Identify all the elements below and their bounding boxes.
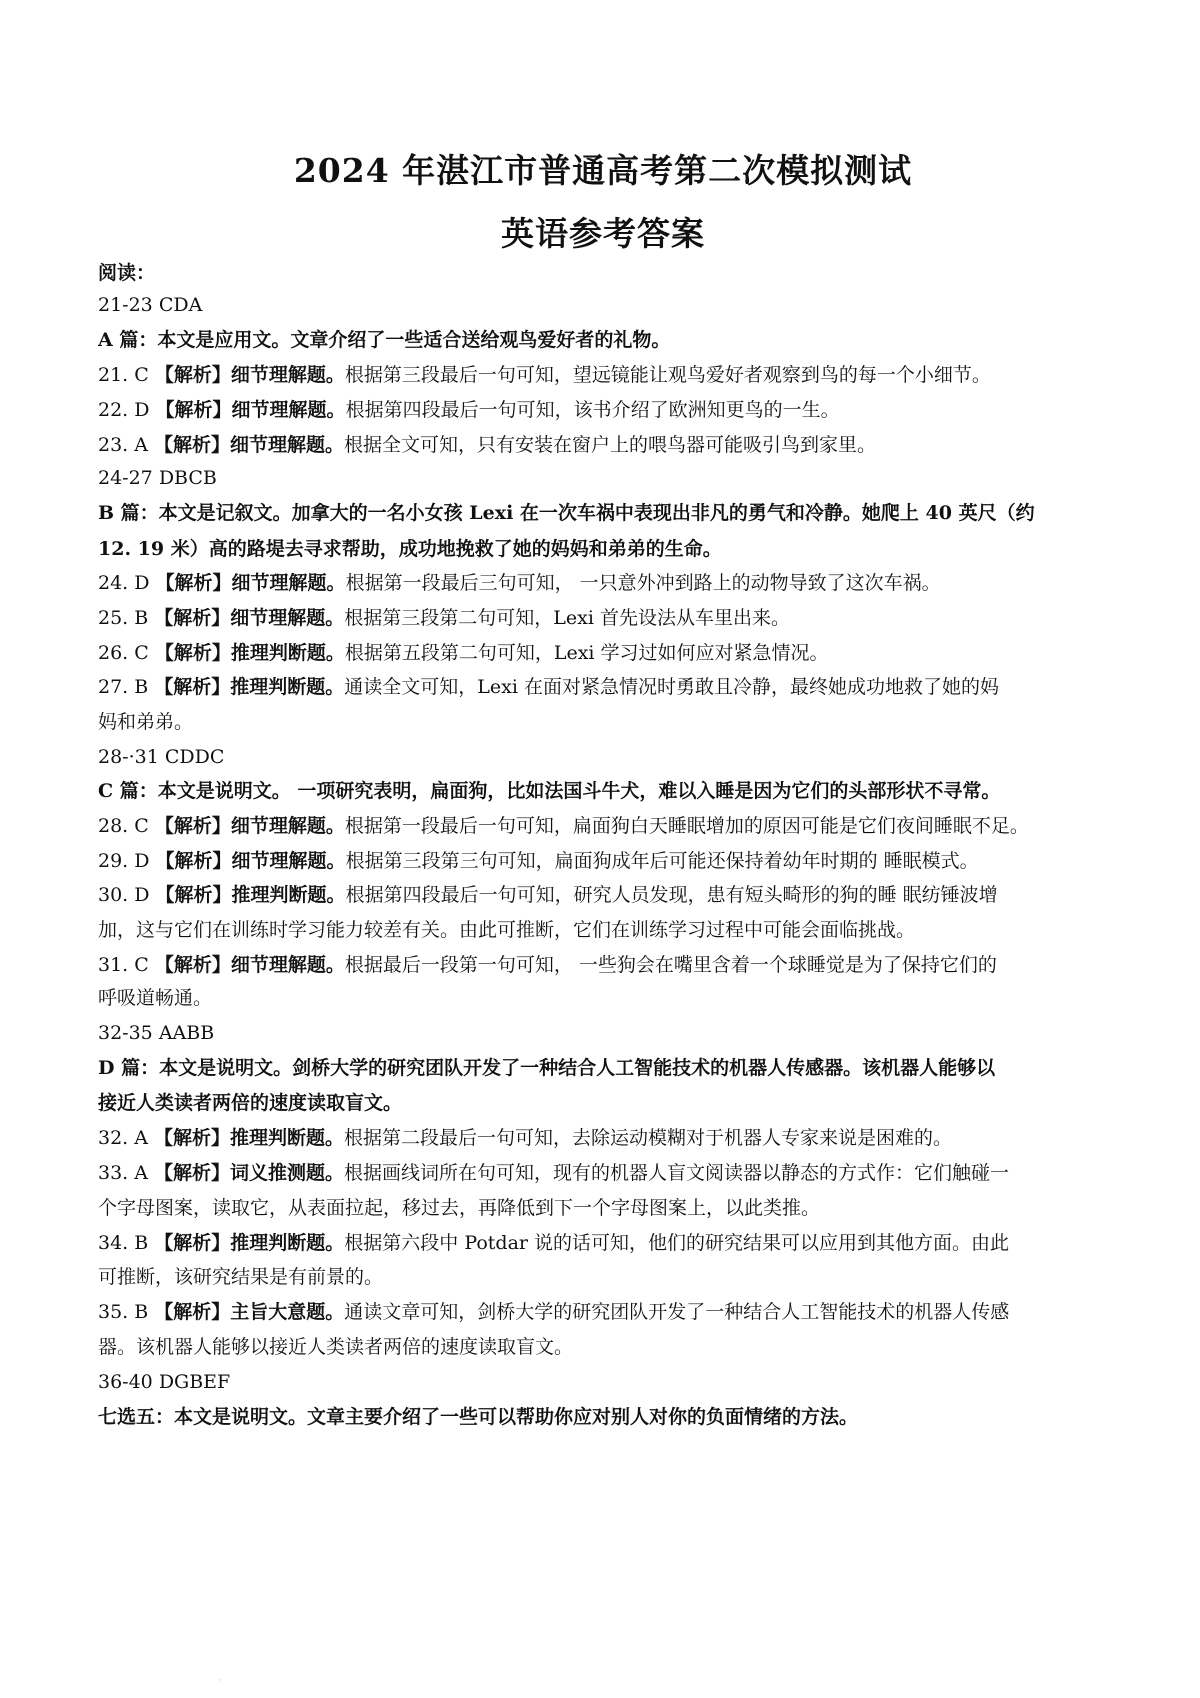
answer-line <box>98 397 1108 423</box>
answer-line <box>98 848 1108 874</box>
question-number: 34. B <box>98 1232 149 1254</box>
analysis-text: 根据第四段最后一句可知，该书介绍了欧洲知更鸟的一生。 <box>345 399 840 421</box>
passage-summary-line: C 篇：本文是说明文。 一项研究表明，扁面狗，比如法国斗牛犬，难以入睡是因为它们的头部形状不寻常。 <box>98 780 1001 802</box>
text-line: 28-·31 CDDC <box>98 746 225 768</box>
analysis-tag: 【解析】细节理解题。 <box>154 434 345 456</box>
answer-line <box>98 952 1108 978</box>
question-number: 23. A <box>98 434 148 456</box>
question-number: 28. C <box>98 815 149 837</box>
analysis-tag: 【解析】词义推测题。 <box>154 1162 345 1184</box>
answer-line <box>98 882 1108 908</box>
analysis-text: 根据第一段最后一句可知，扁面狗白天睡眠增加的原因可能是它们夜间睡眠不足。 <box>344 815 1029 837</box>
analysis-tag: 【解析】细节理解题。 <box>154 815 345 837</box>
question-number: 35. B <box>98 1301 149 1323</box>
text-line: 加，这与它们在训练时学习能力较差有关。由此可推断，它们在训练学习过程中可能会面临挑战。 <box>98 919 916 941</box>
answer-line <box>98 362 1108 388</box>
analysis-text: 通读全文可知，Lexi 在面对紧急情况时勇敢且冷静，最终她成功地救了她的妈 <box>344 676 999 698</box>
question-number: 26. C <box>98 642 149 664</box>
text-line: 妈和弟弟。 <box>98 711 194 733</box>
analysis-tag: 【解析】推理判断题。 <box>154 676 345 698</box>
analysis-tag: 【解析】细节理解题。 <box>154 364 345 386</box>
analysis-text: 根据最后一段第一句可知， 一些狗会在嘴里含着一个球睡觉是为了保持它们的 <box>344 954 997 976</box>
analysis-tag: 【解析】细节理解题。 <box>154 607 345 629</box>
analysis-tag: 【解析】推理判断题。 <box>154 642 345 664</box>
analysis-tag: 【解析】细节理解题。 <box>154 954 345 976</box>
analysis-text: 根据第三段第二句可知，Lexi 首先设法从车里出来。 <box>344 607 790 629</box>
passage-summary-line: B 篇：本文是记叙文。加拿大的一名小女孩 Lexi 在一次车祸中表现出非凡的勇气和冷静。她爬上 40 英尺（约 <box>98 502 1035 524</box>
analysis-text: 根据第二段最后一句可知，去除运动模糊对于机器人专家来说是困难的。 <box>344 1127 953 1149</box>
passage-summary-line: 12. 19 米）高的路堤去寻求帮助，成功地挽救了她的妈妈和弟弟的生命。 <box>98 538 722 560</box>
question-number: 24. D <box>98 572 150 594</box>
passage-summary-line: D 篇：本文是说明文。剑桥大学的研究团队开发了一种结合人工智能技术的机器人传感器。该机器人能够以 <box>98 1057 996 1079</box>
text-line: 呼吸道畅通。 <box>98 987 213 1009</box>
answer-line <box>98 674 1108 700</box>
analysis-text: 根据第三段最后一句可知，望远镜能让观鸟爱好者观察到鸟的每一个小细节。 <box>344 364 991 386</box>
footer-dot: · <box>218 1676 221 1686</box>
answer-line <box>98 1230 1108 1256</box>
document-subtitle: 英语参考答案 <box>501 214 705 253</box>
answer-line <box>98 1299 1108 1325</box>
analysis-text: 根据第一段最后三句可知， 一只意外冲到路上的动物导致了这次车祸。 <box>345 572 941 594</box>
analysis-text: 通读文章可知，剑桥大学的研究团队开发了一种结合人工智能技术的机器人传感 <box>344 1301 1010 1323</box>
analysis-tag: 【解析】推理判断题。 <box>155 884 346 906</box>
analysis-text: 根据第六段中 Potdar 说的话可知，他们的研究结果可以应用到其他方面。由此 <box>344 1232 1010 1254</box>
answer-line <box>98 432 1108 458</box>
text-line: 可推断，该研究结果是有前景的。 <box>98 1266 384 1288</box>
question-number: 21. C <box>98 364 149 386</box>
question-number: 29. D <box>98 850 150 872</box>
question-number: 25. B <box>98 607 149 629</box>
analysis-text: 根据画线词所在句可知，现有的机器人盲文阅读器以静态的方式作：它们触碰一 <box>344 1162 1010 1184</box>
analysis-tag: 【解析】推理判断题。 <box>154 1232 345 1254</box>
analysis-tag: 【解析】细节理解题。 <box>155 399 346 421</box>
analysis-tag: 【解析】主旨大意题。 <box>154 1301 345 1323</box>
question-number: 32. A <box>98 1127 148 1149</box>
analysis-text: 根据全文可知，只有安装在窗户上的喂鸟器可能吸引鸟到家里。 <box>344 434 877 456</box>
answer-line <box>98 640 1108 666</box>
answer-line <box>98 570 1108 596</box>
text-line: 个字母图案，读取它，从表面拉起，移过去，再降低到下一个字母图案上，以此类推。 <box>98 1197 821 1219</box>
document-title: 2024 年湛江市普通高考第二次模拟测试 <box>293 151 913 190</box>
passage-summary-line: 接近人类读者两倍的速度读取盲文。 <box>98 1092 403 1114</box>
text-line: 器。该机器人能够以接近人类读者两倍的速度读取盲文。 <box>98 1336 574 1358</box>
answer-line <box>98 1125 1108 1151</box>
question-number: 33. A <box>98 1162 148 1184</box>
answer-line <box>98 605 1108 631</box>
text-line: 36-40 DGBEF <box>98 1371 231 1393</box>
passage-summary-line: 七选五：本文是说明文。文章主要介绍了一些可以帮助你应对别人对你的负面情绪的方法。 <box>98 1406 859 1428</box>
answer-line <box>98 1160 1108 1186</box>
analysis-tag: 【解析】细节理解题。 <box>155 850 346 872</box>
text-line: 21-23 CDA <box>98 294 203 316</box>
text-line: 32-35 AABB <box>98 1022 215 1044</box>
analysis-text: 根据第四段最后一句可知，研究人员发现，患有短头畸形的狗的睡 眠纺锤波增 <box>345 884 998 906</box>
text-line: 24-27 DBCB <box>98 467 217 489</box>
analysis-tag: 【解析】推理判断题。 <box>154 1127 345 1149</box>
answer-line <box>98 813 1108 839</box>
section-label: 阅读： <box>98 262 156 284</box>
question-number: 27. B <box>98 676 149 698</box>
passage-summary-line: A 篇：本文是应用文。文章介绍了一些适合送给观鸟爱好者的礼物。 <box>98 329 671 351</box>
question-number: 30. D <box>98 884 150 906</box>
question-number: 22. D <box>98 399 150 421</box>
question-number: 31. C <box>98 954 149 976</box>
analysis-text: 根据第三段第三句可知，扁面狗成年后可能还保持着幼年时期的 睡眠模式。 <box>345 850 979 872</box>
analysis-text: 根据第五段第二句可知，Lexi 学习过如何应对紧急情况。 <box>344 642 829 664</box>
analysis-tag: 【解析】细节理解题。 <box>155 572 346 594</box>
